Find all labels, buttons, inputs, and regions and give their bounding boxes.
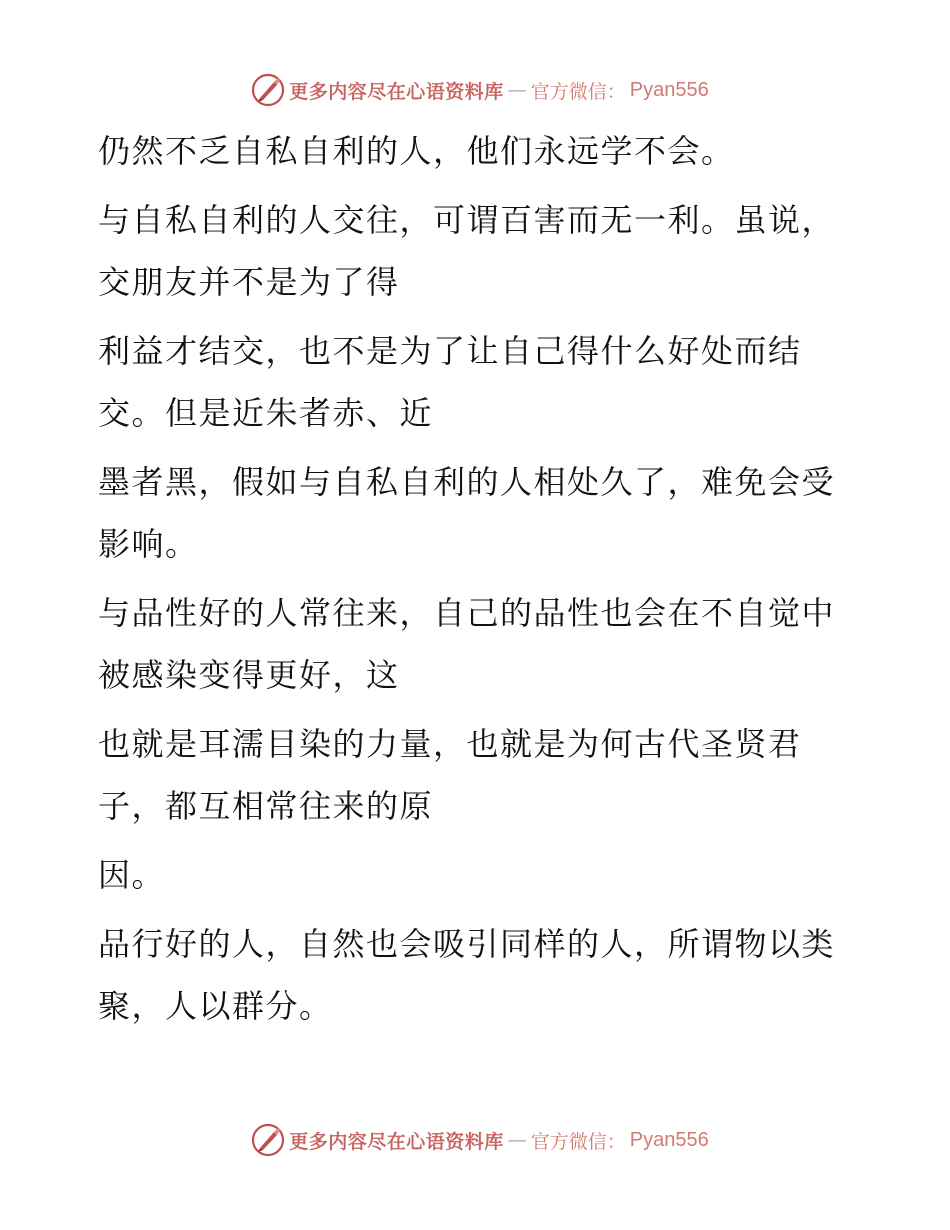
banner-wechat-label: 官方微信： (530, 80, 626, 103)
quill-pen-logo-icon (251, 73, 285, 107)
quill-pen-logo-icon (251, 1123, 285, 1157)
banner-wechat-id: Pyan556 (629, 78, 709, 101)
banner-site-text: 更多内容尽在心语资料库 (289, 80, 504, 103)
banner-wechat-id: Pyan556 (629, 1128, 709, 1151)
paragraph: 品行好的人，自然也会吸引同样的人，所谓物以类聚，人以群分。 (98, 925, 836, 1025)
paragraph: 仍然不乏自私自利的人，他们永远学不会。 (98, 132, 735, 170)
footer-banner (0, 1120, 950, 1160)
footer-banner-content (251, 1123, 709, 1157)
banner-site-text: 更多内容尽在心语资料库 (289, 1130, 504, 1153)
banner-wechat-label: 官方微信： (530, 1130, 626, 1153)
header-banner-content (251, 73, 709, 107)
banner-separator: — (507, 1129, 527, 1151)
document-body (98, 120, 838, 1044)
paragraph: 墨者黑，假如与自私自利的人相处久了，难免会受影响。 (98, 463, 836, 563)
paragraph: 也就是耳濡目染的力量，也就是为何古代圣贤君子，都互相常往来的原 (98, 725, 802, 825)
paragraph: 利益才结交，也不是为了让自己得什么好处而结交。但是近朱者赤、近 (98, 332, 802, 432)
paragraph: 与品性好的人常往来，自己的品性也会在不自觉中被感染变得更好，这 (98, 594, 836, 694)
header-banner (0, 70, 950, 110)
paragraph: 因。 (98, 856, 166, 894)
banner-separator: — (507, 79, 527, 101)
paragraph: 与自私自利的人交往，可谓百害而无一利。虽说，交朋友并不是为了得 (98, 201, 836, 301)
